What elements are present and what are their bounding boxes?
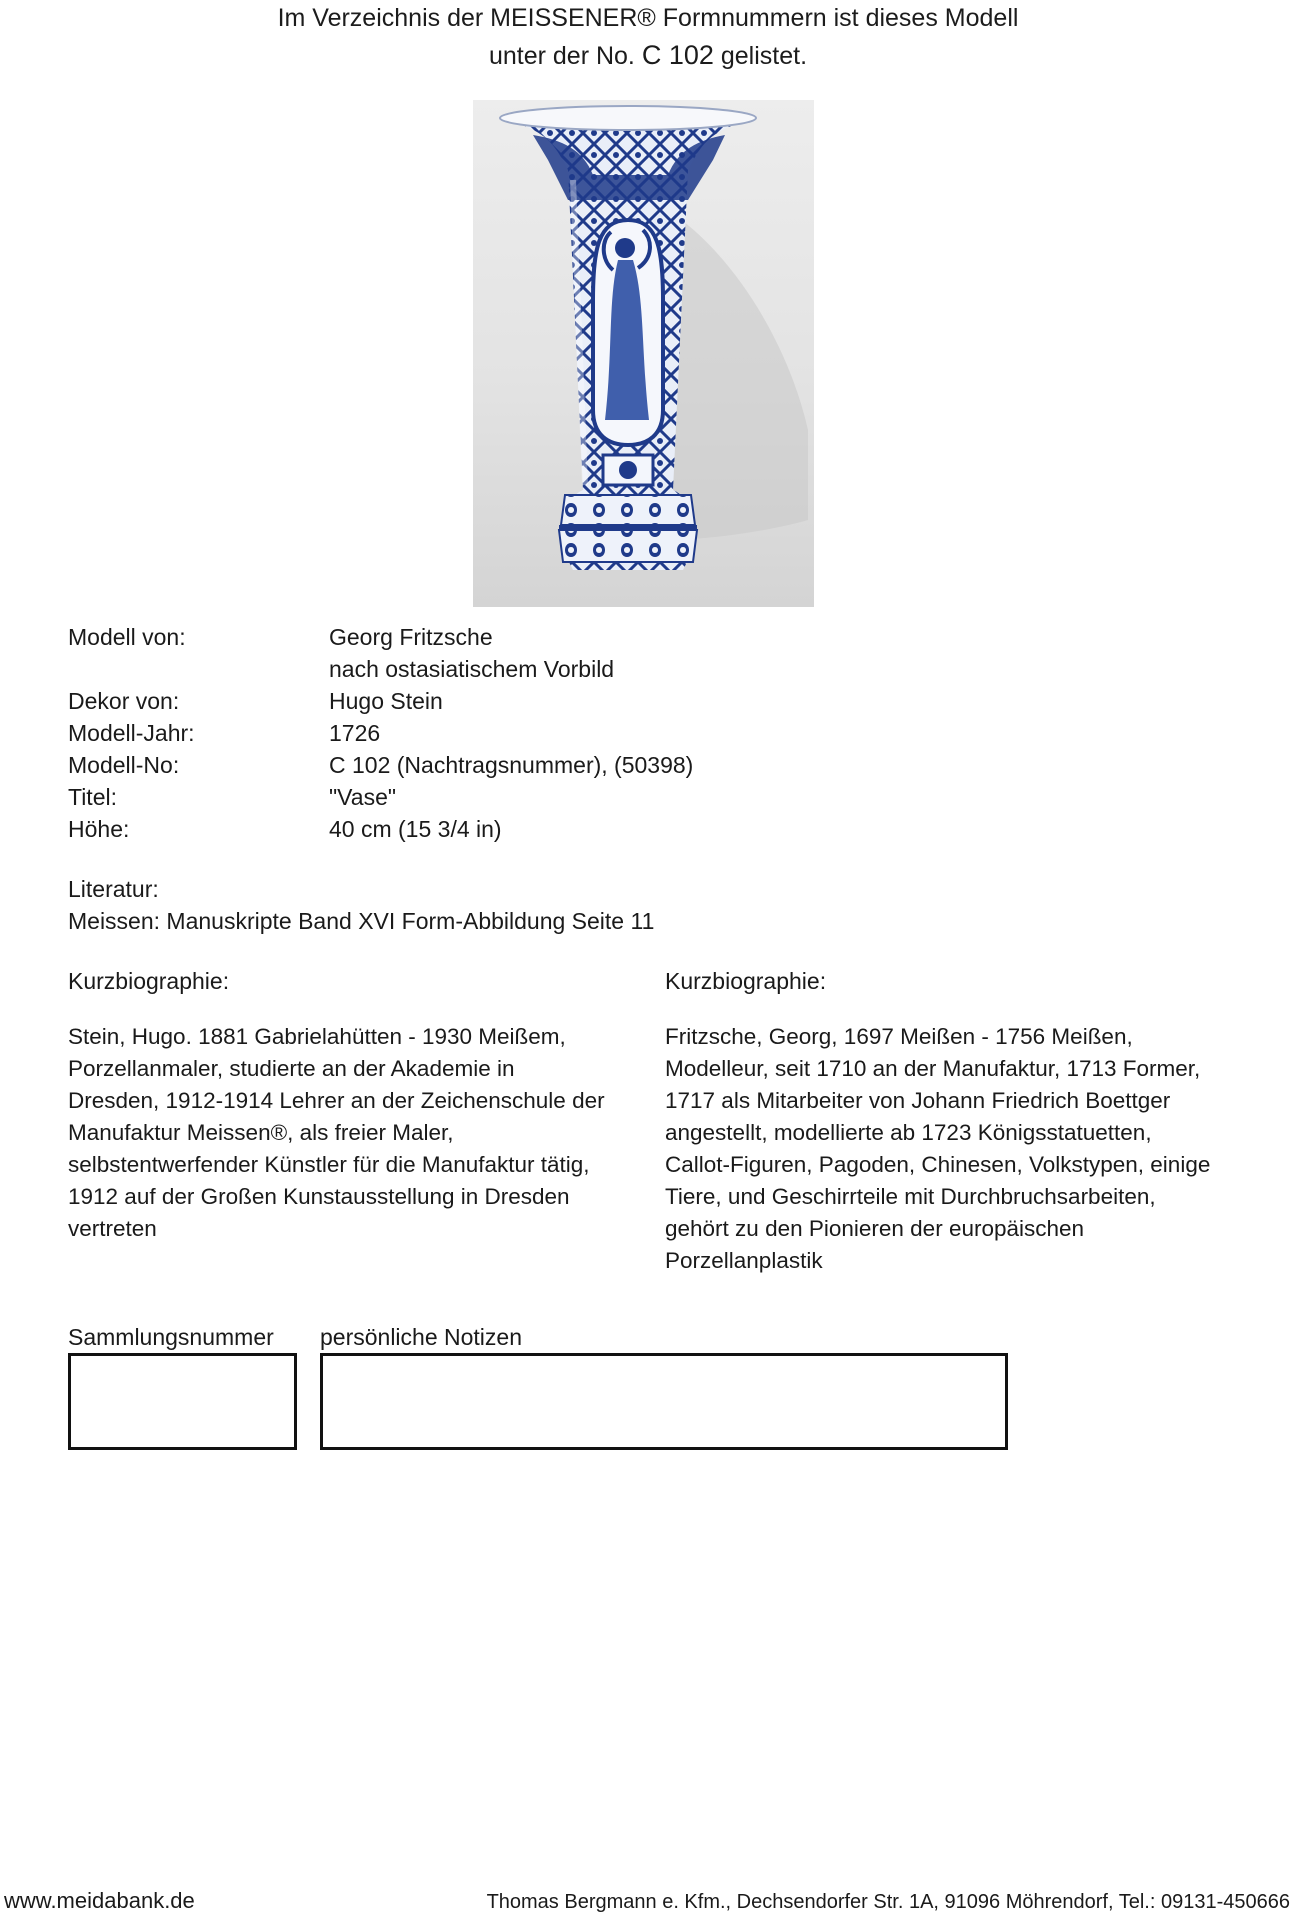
label-dekor-von: Dekor von: [68,688,180,714]
personal-notes-field[interactable] [320,1353,1008,1450]
model-number: C 102 [641,40,714,70]
value-modell-von: Georg Fritzsche [329,624,493,650]
footer-website[interactable]: www.meidabank.de [4,1888,195,1913]
value-hoehe: 40 cm (15 3/4 in) [329,816,502,842]
bio-right-line: Fritzsche, Georg, 1697 Meißen - 1756 Meißen, [665,1024,1133,1049]
value-dekor-von: Hugo Stein [329,688,443,714]
bio-right-line: Callot-Figuren, Pagoden, Chinesen, Volkstypen, einige [665,1152,1211,1177]
bio-left-heading: Kurzbiographie: [68,968,230,994]
bio-left-line: selbstentwerfender Künstler für die Manufaktur tätig, [68,1152,590,1177]
header-prefix: unter der No. [488,42,635,70]
header-line-2 [0,40,1296,71]
value-modell-jahr: 1726 [329,720,381,746]
vase-illustration [473,100,814,607]
footer-address: Thomas Bergmann e. Kfm., Dechsendorfer Str. 1A, 91096 Möhrendorf, Tel.: 09131-450666 [486,1891,1290,1913]
value-titel: "Vase" [329,784,397,810]
vase-photo [473,100,814,607]
label-titel: Titel: [68,784,117,810]
bio-left-line: Dresden, 1912-1914 Lehrer an der Zeichenschule der [68,1088,605,1113]
literature-text: Meissen: Manuskripte Band XVI Form-Abbildung Seite 11 [68,908,655,934]
personal-notes-label: persönliche Notizen [320,1324,523,1350]
bio-left-line: Stein, Hugo. 1881 Gabrielahütten - 1930 Meißem, [68,1024,566,1049]
bio-right-line: Modelleur, seit 1710 an der Manufaktur, 1713 Former, [665,1056,1201,1081]
label-modell-von: Modell von: [68,624,186,650]
bio-left-line: 1912 auf der Großen Kunstausstellung in Dresden [68,1184,570,1209]
bio-right-line: Tiere, und Geschirrteile mit Durchbruchsarbeiten, [665,1184,1156,1209]
bio-right-line: Porzellanplastik [665,1248,823,1273]
bio-right-line: gehört zu den Pionieren der europäischen [665,1216,1085,1241]
label-modell-jahr: Modell-Jahr: [68,720,195,746]
bio-left-line: Porzellanmaler, studierte an der Akademie in [68,1056,515,1081]
bio-right-line: angestellt, modellierte ab 1723 Königsstatuetten, [665,1120,1152,1145]
literature-heading: Literatur: [68,876,159,902]
bio-left-line: Manufaktur Meissen®, als freier Maler, [68,1120,454,1145]
bio-right-text [665,1021,1225,1277]
header-line-1: Im Verzeichnis der MEISSENER® Formnummern ist dieses Modell [277,4,1019,32]
bio-right-line: 1717 als Mitarbeiter von Johann Friedrich Boettger [665,1088,1171,1113]
label-modell-no: Modell-No: [68,752,180,778]
label-hoehe: Höhe: [68,816,130,842]
header-suffix: gelistet. [720,42,808,70]
collection-number-label: Sammlungsnummer [68,1324,274,1350]
value-modell-no: C 102 (Nachtragsnummer), (50398) [329,752,694,778]
collection-number-field[interactable] [68,1353,297,1450]
value-modell-von-note: nach ostasiatischem Vorbild [329,656,615,682]
bio-left-text [68,1021,628,1245]
bio-right-heading: Kurzbiographie: [665,968,827,994]
bio-left-line: vertreten [68,1216,157,1241]
